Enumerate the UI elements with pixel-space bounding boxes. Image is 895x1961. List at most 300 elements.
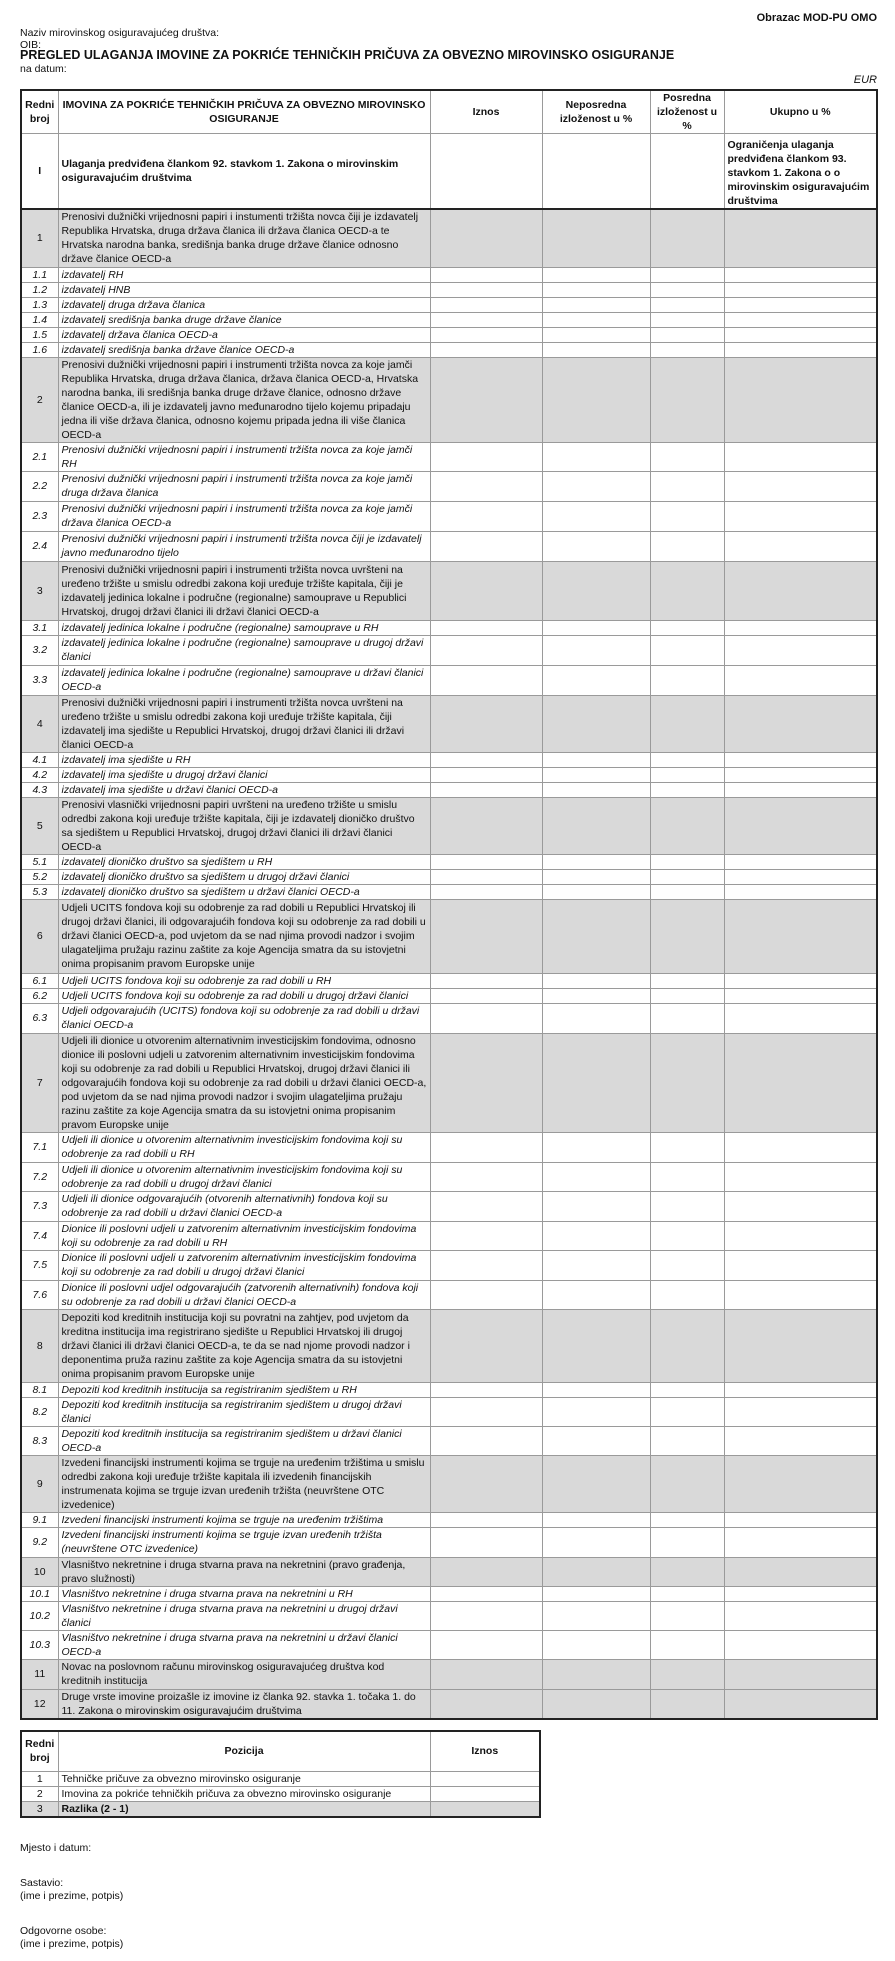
row-number: 5.3 (21, 884, 58, 899)
amount-cell[interactable] (430, 1033, 542, 1132)
amount-cell[interactable] (430, 1630, 542, 1659)
row-number: 3 (21, 561, 58, 620)
table-row-group (21, 1309, 877, 1382)
direct-exposure-cell[interactable] (542, 471, 650, 501)
table-row (21, 267, 877, 282)
col-header-direct-exposure: Neposredna izloženost u % (542, 90, 650, 134)
amount-cell[interactable] (430, 1426, 542, 1455)
indirect-exposure-cell[interactable] (650, 1455, 724, 1512)
table-row (21, 635, 877, 665)
summary-amount-cell[interactable] (430, 1801, 540, 1817)
direct-exposure-cell[interactable] (542, 899, 650, 973)
form-code: Obrazac MOD-PU OMO (756, 12, 877, 24)
amount-cell[interactable] (430, 1527, 542, 1557)
row-description: Prenosivi dužnički vrijednosni papiri i instrumenti tržišta novca za koje jamči država članica OECD-a (58, 501, 430, 531)
row-number: 6.3 (21, 1003, 58, 1033)
direct-exposure-cell[interactable] (542, 1003, 650, 1033)
table-row (21, 752, 877, 767)
row-number: 6.2 (21, 988, 58, 1003)
total-percent-cell[interactable] (724, 297, 877, 312)
table-row (21, 1132, 877, 1162)
amount-cell[interactable] (430, 134, 542, 210)
amount-cell[interactable] (430, 267, 542, 282)
amount-cell[interactable] (430, 1455, 542, 1512)
indirect-exposure-cell[interactable] (650, 665, 724, 695)
indirect-exposure-cell[interactable] (650, 1132, 724, 1162)
table-row-group (21, 695, 877, 752)
total-percent-cell[interactable] (724, 267, 877, 282)
amount-cell[interactable] (430, 471, 542, 501)
row-number: 4.2 (21, 767, 58, 782)
amount-cell[interactable] (430, 899, 542, 973)
amount-cell[interactable] (430, 501, 542, 531)
amount-cell[interactable] (430, 854, 542, 869)
indirect-exposure-cell[interactable] (650, 884, 724, 899)
row-description: Vlasništvo nekretnine i druga stvarna prava na nekretnini u državi članici OECD-a (58, 1630, 430, 1659)
total-percent-cell[interactable] (724, 854, 877, 869)
total-percent-cell[interactable] (724, 767, 877, 782)
direct-exposure-cell[interactable] (542, 1601, 650, 1630)
direct-exposure-cell[interactable] (542, 695, 650, 752)
indirect-exposure-cell[interactable] (650, 1221, 724, 1250)
direct-exposure-cell[interactable] (542, 267, 650, 282)
indirect-exposure-cell[interactable] (650, 1397, 724, 1426)
total-percent-cell[interactable] (724, 342, 877, 357)
col-header-total: Ukupno u % (724, 90, 877, 134)
table-row-group (21, 1033, 877, 1132)
indirect-exposure-cell[interactable] (650, 782, 724, 797)
row-description: Dionice ili poslovni udjel odgovarajućih (zatvorenih alternativnih) fondova koji su odobrenje za rad dobili u državi članici OECD-a (58, 1280, 430, 1309)
total-percent-cell[interactable] (724, 1221, 877, 1250)
total-percent-cell[interactable] (724, 665, 877, 695)
row-description: izdavatelj jedinica lokalne i područne (regionalne) samouprave u drugoj državi članici (58, 635, 430, 665)
row-description: izdavatelj jedinica lokalne i područne (regionalne) samouprave u RH (58, 620, 430, 635)
total-percent-cell[interactable] (724, 899, 877, 973)
table-row (21, 501, 877, 531)
row-number: 5.1 (21, 854, 58, 869)
indirect-exposure-cell[interactable] (650, 767, 724, 782)
amount-cell[interactable] (430, 1689, 542, 1719)
indirect-exposure-cell[interactable] (650, 1426, 724, 1455)
total-percent-cell[interactable] (724, 1601, 877, 1630)
amount-cell[interactable] (430, 665, 542, 695)
total-percent-cell[interactable] (724, 869, 877, 884)
total-percent-cell[interactable] (724, 209, 877, 267)
direct-exposure-cell[interactable] (542, 442, 650, 471)
total-percent-cell[interactable] (724, 752, 877, 767)
direct-exposure-cell[interactable] (542, 357, 650, 442)
total-percent-cell[interactable] (724, 797, 877, 854)
indirect-exposure-cell[interactable] (650, 327, 724, 342)
table-row (21, 1003, 877, 1033)
indirect-exposure-cell[interactable] (650, 797, 724, 854)
summary-row-no: 2 (21, 1786, 58, 1801)
direct-exposure-cell[interactable] (542, 973, 650, 988)
amount-cell[interactable] (430, 209, 542, 267)
total-percent-cell[interactable] (724, 1132, 877, 1162)
amount-cell[interactable] (430, 1280, 542, 1309)
table-row (21, 1162, 877, 1191)
direct-exposure-cell[interactable] (542, 1630, 650, 1659)
row-number: 8.3 (21, 1426, 58, 1455)
direct-exposure-cell[interactable] (542, 854, 650, 869)
amount-cell[interactable] (430, 312, 542, 327)
table-row (21, 1397, 877, 1426)
row-number: 3.2 (21, 635, 58, 665)
table-row (21, 1527, 877, 1557)
direct-exposure-cell[interactable] (542, 531, 650, 561)
total-percent-cell[interactable] (724, 884, 877, 899)
row-description: Udjeli odgovarajućih (UCITS) fondova koji su odobrenje za rad dobili u državi članici OECD-a (58, 1003, 430, 1033)
row-number: 6 (21, 899, 58, 973)
amount-cell[interactable] (430, 782, 542, 797)
indirect-exposure-cell[interactable] (650, 620, 724, 635)
col-header-amount: Iznos (430, 90, 542, 134)
total-percent-cell[interactable] (724, 471, 877, 501)
table-row-group (21, 209, 877, 267)
indirect-exposure-cell[interactable] (650, 1191, 724, 1221)
amount-cell[interactable] (430, 620, 542, 635)
amount-cell[interactable] (430, 1132, 542, 1162)
indirect-exposure-cell[interactable] (650, 1250, 724, 1280)
amount-cell[interactable] (430, 695, 542, 752)
section-limits: Ograničenja ulaganja predviđena člankom 93. stavkom 1. Zakona o o mirovinskim osiguravajućim društvima (724, 134, 877, 210)
total-percent-cell[interactable] (724, 635, 877, 665)
indirect-exposure-cell[interactable] (650, 1527, 724, 1557)
total-percent-cell[interactable] (724, 1280, 877, 1309)
row-number: 3.3 (21, 665, 58, 695)
total-percent-cell[interactable] (724, 1557, 877, 1586)
table-row (21, 1382, 877, 1397)
row-description: Prenosivi dužnički vrijednosni papiri i instrumenti tržišta novca za koje jamči druga država članica (58, 471, 430, 501)
indirect-exposure-cell[interactable] (650, 869, 724, 884)
amount-cell[interactable] (430, 1382, 542, 1397)
indirect-exposure-cell[interactable] (650, 531, 724, 561)
amount-cell[interactable] (430, 282, 542, 297)
amount-cell[interactable] (430, 342, 542, 357)
section-text: Ulaganja predviđena člankom 92. stavkom 1. Zakona o mirovinskim osiguravajućim društvima (58, 134, 430, 210)
amount-cell[interactable] (430, 1162, 542, 1191)
amount-cell[interactable] (430, 1003, 542, 1033)
indirect-exposure-cell[interactable] (650, 1630, 724, 1659)
direct-exposure-cell[interactable] (542, 1162, 650, 1191)
indirect-exposure-cell[interactable] (650, 899, 724, 973)
amount-cell[interactable] (430, 442, 542, 471)
indirect-exposure-cell[interactable] (650, 1033, 724, 1132)
summary-table (20, 1730, 541, 1818)
row-number: 9.2 (21, 1527, 58, 1557)
direct-exposure-cell[interactable] (542, 782, 650, 797)
total-percent-cell[interactable] (724, 531, 877, 561)
indirect-exposure-cell[interactable] (650, 134, 724, 210)
row-description: Udjeli UCITS fondova koji su odobrenje za rad dobili u RH (58, 973, 430, 988)
indirect-exposure-cell[interactable] (650, 1689, 724, 1719)
table-row (21, 665, 877, 695)
row-number: 5.2 (21, 869, 58, 884)
indirect-exposure-cell[interactable] (650, 282, 724, 297)
amount-cell[interactable] (430, 357, 542, 442)
direct-exposure-cell[interactable] (542, 1527, 650, 1557)
indirect-exposure-cell[interactable] (650, 442, 724, 471)
summary-col-position: Pozicija (58, 1731, 430, 1771)
amount-cell[interactable] (430, 1586, 542, 1601)
table-row-group (21, 561, 877, 620)
indirect-exposure-cell[interactable] (650, 501, 724, 531)
indirect-exposure-cell[interactable] (650, 1309, 724, 1382)
indirect-exposure-cell[interactable] (650, 1162, 724, 1191)
indirect-exposure-cell[interactable] (650, 695, 724, 752)
row-number: 1.5 (21, 327, 58, 342)
indirect-exposure-cell[interactable] (650, 209, 724, 267)
total-percent-cell[interactable] (724, 1455, 877, 1512)
row-number: 8.2 (21, 1397, 58, 1426)
total-percent-cell[interactable] (724, 1191, 877, 1221)
amount-cell[interactable] (430, 973, 542, 988)
direct-exposure-cell[interactable] (542, 134, 650, 210)
direct-exposure-cell[interactable] (542, 1557, 650, 1586)
row-description: Depoziti kod kreditnih institucija koji su povratni na zahtjev, pod uvjetom da kreditna institucija ima registrirano sjedište u Republici Hrvatskoj ili drugoj državi članici ili državi članici OECD-a, te da se nad njome provodi nadzor i deponentima pruža razinu zaštite za koje Agencija smatra da su istovjetni onima propisanim pravom Europske unije (58, 1309, 430, 1382)
direct-exposure-cell[interactable] (542, 561, 650, 620)
direct-exposure-cell[interactable] (542, 312, 650, 327)
total-percent-cell[interactable] (724, 782, 877, 797)
direct-exposure-cell[interactable] (542, 1309, 650, 1382)
table-row (21, 342, 877, 357)
total-percent-cell[interactable] (724, 1630, 877, 1659)
row-description: Novac na poslovnom računu mirovinskog osiguravajućeg društva kod kreditnih institucija (58, 1659, 430, 1689)
amount-cell[interactable] (430, 1309, 542, 1382)
direct-exposure-cell[interactable] (542, 884, 650, 899)
row-number: 2.3 (21, 501, 58, 531)
row-description: izdavatelj RH (58, 267, 430, 282)
direct-exposure-cell[interactable] (542, 297, 650, 312)
row-description: Vlasništvo nekretnine i druga stvarna prava na nekretnini (pravo građenja, pravo služnosti) (58, 1557, 430, 1586)
total-percent-cell[interactable] (724, 1689, 877, 1719)
direct-exposure-cell[interactable] (542, 620, 650, 635)
indirect-exposure-cell[interactable] (650, 973, 724, 988)
amount-cell[interactable] (430, 1250, 542, 1280)
total-percent-cell[interactable] (724, 501, 877, 531)
row-description: Prenosivi dužnički vrijednosni papiri i instrumenti tržišta novca čiji je izdavatelj javno međunarodno tijelo (58, 531, 430, 561)
table-row (21, 988, 877, 1003)
direct-exposure-cell[interactable] (542, 1512, 650, 1527)
direct-exposure-cell[interactable] (542, 1659, 650, 1689)
row-description: Prenosivi vlasnički vrijednosni papiri uvršteni na uređeno tržište u smislu odredbi zakona koji uređuje tržište kapitala, čiji je izdavatelj dioničko društvo sa sjedištem u Republici Hrvatskoj, drugoj državi članici ili državi članici OECD-a (58, 797, 430, 854)
direct-exposure-cell[interactable] (542, 209, 650, 267)
total-percent-cell[interactable] (724, 1527, 877, 1557)
row-description: izdavatelj ima sjedište u drugoj državi članici (58, 767, 430, 782)
direct-exposure-cell[interactable] (542, 635, 650, 665)
direct-exposure-cell[interactable] (542, 1586, 650, 1601)
direct-exposure-cell[interactable] (542, 1132, 650, 1162)
indirect-exposure-cell[interactable] (650, 1659, 724, 1689)
total-percent-cell[interactable] (724, 1033, 877, 1132)
amount-cell[interactable] (430, 1191, 542, 1221)
amount-cell[interactable] (430, 531, 542, 561)
indirect-exposure-cell[interactable] (650, 267, 724, 282)
direct-exposure-cell[interactable] (542, 988, 650, 1003)
amount-cell[interactable] (430, 1659, 542, 1689)
direct-exposure-cell[interactable] (542, 1221, 650, 1250)
table-header-row (21, 90, 877, 134)
table-row-group (21, 357, 877, 442)
table-row-group (21, 1455, 877, 1512)
direct-exposure-cell[interactable] (542, 327, 650, 342)
indirect-exposure-cell[interactable] (650, 357, 724, 442)
total-percent-cell[interactable] (724, 327, 877, 342)
row-number: 1.3 (21, 297, 58, 312)
row-description: Udjeli UCITS fondova koji su odobrenje za rad dobili u drugoj državi članici (58, 988, 430, 1003)
col-header-indirect-exposure: Posredna izloženost u % (650, 90, 724, 134)
row-description: izdavatelj središnja banka druge države članice (58, 312, 430, 327)
indirect-exposure-cell[interactable] (650, 471, 724, 501)
row-number: 10.2 (21, 1601, 58, 1630)
amount-cell[interactable] (430, 1221, 542, 1250)
total-percent-cell[interactable] (724, 1162, 877, 1191)
direct-exposure-cell[interactable] (542, 1455, 650, 1512)
indirect-exposure-cell[interactable] (650, 752, 724, 767)
row-number: 2.4 (21, 531, 58, 561)
indirect-exposure-cell[interactable] (650, 1280, 724, 1309)
summary-header-row (21, 1731, 540, 1771)
amount-cell[interactable] (430, 297, 542, 312)
direct-exposure-cell[interactable] (542, 342, 650, 357)
indirect-exposure-cell[interactable] (650, 561, 724, 620)
indirect-exposure-cell[interactable] (650, 1557, 724, 1586)
indirect-exposure-cell[interactable] (650, 1003, 724, 1033)
amount-cell[interactable] (430, 767, 542, 782)
summary-row-text: Razlika (2 - 1) (58, 1801, 430, 1817)
direct-exposure-cell[interactable] (542, 1191, 650, 1221)
direct-exposure-cell[interactable] (542, 1397, 650, 1426)
summary-amount-cell[interactable] (430, 1786, 540, 1801)
table-row (21, 854, 877, 869)
direct-exposure-cell[interactable] (542, 1382, 650, 1397)
row-description: Vlasništvo nekretnine i druga stvarna prava na nekretnini u RH (58, 1586, 430, 1601)
row-number: 8.1 (21, 1382, 58, 1397)
row-number: 7.6 (21, 1280, 58, 1309)
direct-exposure-cell[interactable] (542, 767, 650, 782)
direct-exposure-cell[interactable] (542, 869, 650, 884)
indirect-exposure-cell[interactable] (650, 635, 724, 665)
row-description: izdavatelj ima sjedište u državi članici OECD-a (58, 782, 430, 797)
amount-cell[interactable] (430, 327, 542, 342)
row-number: 7.5 (21, 1250, 58, 1280)
total-percent-cell[interactable] (724, 695, 877, 752)
amount-cell[interactable] (430, 1512, 542, 1527)
direct-exposure-cell[interactable] (542, 501, 650, 531)
row-description: Dionice ili poslovni udjeli u zatvorenim alternativnim investicijskim fondovima koji su odobrenje za rad dobili u RH (58, 1221, 430, 1250)
amount-cell[interactable] (430, 635, 542, 665)
total-percent-cell[interactable] (724, 1309, 877, 1382)
direct-exposure-cell[interactable] (542, 797, 650, 854)
total-percent-cell[interactable] (724, 282, 877, 297)
direct-exposure-cell[interactable] (542, 752, 650, 767)
indirect-exposure-cell[interactable] (650, 1586, 724, 1601)
row-number: 4.1 (21, 752, 58, 767)
indirect-exposure-cell[interactable] (650, 1382, 724, 1397)
table-row-group (21, 1659, 877, 1689)
row-number: 12 (21, 1689, 58, 1719)
row-number: 4 (21, 695, 58, 752)
direct-exposure-cell[interactable] (542, 665, 650, 695)
row-description: Druge vrste imovine proizašle iz imovine iz članka 92. stavka 1. točaka 1. do 11. Zakona o mirovinskim osiguravajućim društvima (58, 1689, 430, 1719)
amount-cell[interactable] (430, 1397, 542, 1426)
amount-cell[interactable] (430, 884, 542, 899)
summary-row-difference (21, 1801, 540, 1817)
row-description: Depoziti kod kreditnih institucija sa registriranim sjedištem u državi članici OECD-a (58, 1426, 430, 1455)
total-percent-cell[interactable] (724, 1659, 877, 1689)
total-percent-cell[interactable] (724, 561, 877, 620)
direct-exposure-cell[interactable] (542, 1033, 650, 1132)
total-percent-cell[interactable] (724, 357, 877, 442)
total-percent-cell[interactable] (724, 620, 877, 635)
table-row (21, 973, 877, 988)
total-percent-cell[interactable] (724, 1003, 877, 1033)
total-percent-cell[interactable] (724, 973, 877, 988)
amount-cell[interactable] (430, 797, 542, 854)
summary-row-text: Tehničke pričuve za obvezno mirovinsko osiguranje (58, 1771, 430, 1786)
row-description: izdavatelj ima sjedište u RH (58, 752, 430, 767)
indirect-exposure-cell[interactable] (650, 854, 724, 869)
page-title: PREGLED ULAGANJA IMOVINE ZA POKRIĆE TEHNIČKIH PRIČUVA ZA OBVEZNO MIROVINSKO OSIGURANJE (20, 48, 675, 62)
indirect-exposure-cell[interactable] (650, 988, 724, 1003)
row-description: Prenosivi dužnički vrijednosni papiri i instrumenti tržišta novca uvršteni na uređeno tržište u smislu odredbi zakona koji uređuje tržište kapitala, čiji je izdavatelj jedinica lokalne i područne (regionalne) samouprave u Republici Hrvatskoj, drugoj državi članici ili državi članici OECD-a (58, 561, 430, 620)
direct-exposure-cell[interactable] (542, 1280, 650, 1309)
table-row (21, 782, 877, 797)
indirect-exposure-cell[interactable] (650, 1601, 724, 1630)
row-number: 7 (21, 1033, 58, 1132)
amount-cell[interactable] (430, 561, 542, 620)
row-number: 9.1 (21, 1512, 58, 1527)
summary-col-no: Redni broj (21, 1731, 58, 1771)
place-date-label: Mjesto i datum: (20, 1841, 92, 1854)
table-row (21, 531, 877, 561)
table-row (21, 1426, 877, 1455)
amount-cell[interactable] (430, 1557, 542, 1586)
direct-exposure-cell[interactable] (542, 1250, 650, 1280)
indirect-exposure-cell[interactable] (650, 312, 724, 327)
direct-exposure-cell[interactable] (542, 282, 650, 297)
indirect-exposure-cell[interactable] (650, 297, 724, 312)
direct-exposure-cell[interactable] (542, 1426, 650, 1455)
total-percent-cell[interactable] (724, 1382, 877, 1397)
total-percent-cell[interactable] (724, 1426, 877, 1455)
row-number: 2.1 (21, 442, 58, 471)
row-description: Izvedeni financijski instrumenti kojima se trguje na uređenim tržištima (58, 1512, 430, 1527)
amount-cell[interactable] (430, 752, 542, 767)
compiled-by-label: Sastavio: (20, 1876, 64, 1889)
table-row (21, 1630, 877, 1659)
indirect-exposure-cell[interactable] (650, 342, 724, 357)
row-number: 6.1 (21, 973, 58, 988)
amount-cell[interactable] (430, 988, 542, 1003)
total-percent-cell[interactable] (724, 1586, 877, 1601)
amount-cell[interactable] (430, 1601, 542, 1630)
amount-cell[interactable] (430, 869, 542, 884)
summary-amount-cell[interactable] (430, 1771, 540, 1786)
indirect-exposure-cell[interactable] (650, 1512, 724, 1527)
total-percent-cell[interactable] (724, 1512, 877, 1527)
row-number: 1 (21, 209, 58, 267)
direct-exposure-cell[interactable] (542, 1689, 650, 1719)
total-percent-cell[interactable] (724, 1250, 877, 1280)
total-percent-cell[interactable] (724, 312, 877, 327)
total-percent-cell[interactable] (724, 988, 877, 1003)
row-number: 9 (21, 1455, 58, 1512)
total-percent-cell[interactable] (724, 442, 877, 471)
table-row (21, 1221, 877, 1250)
total-percent-cell[interactable] (724, 1397, 877, 1426)
